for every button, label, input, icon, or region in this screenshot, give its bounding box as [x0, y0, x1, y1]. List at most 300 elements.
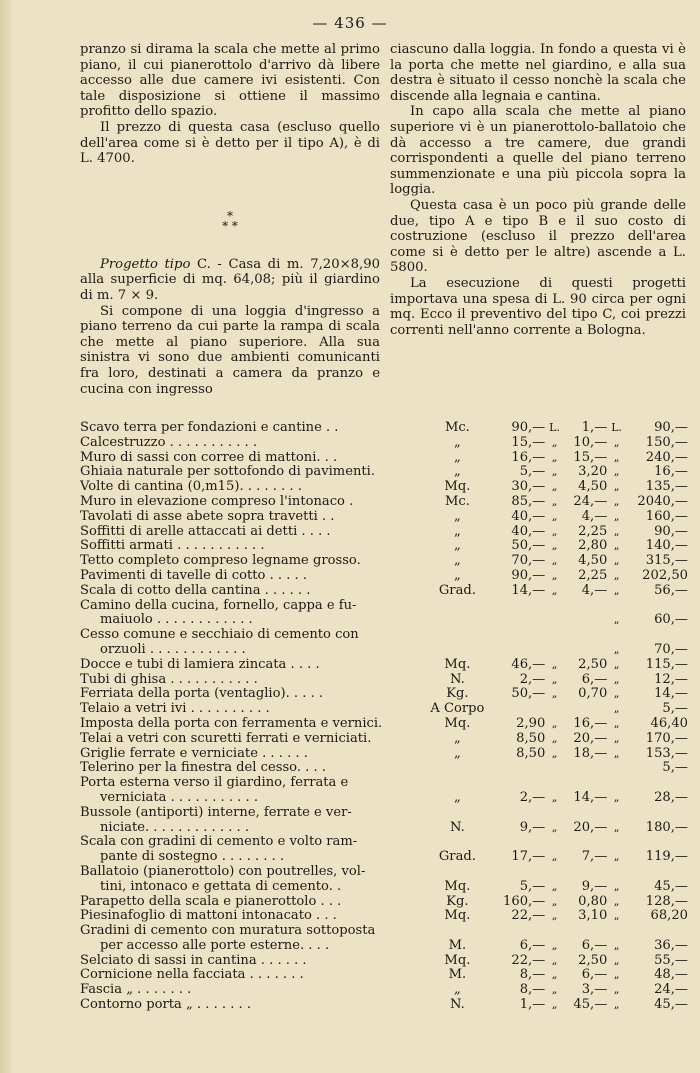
currency-mark: „ — [613, 953, 620, 967]
project-type-text: C. - Casa di m. 7,20×8,90 alla superficie di mq. 64,08; più il giardino di m. 7 × 9. — [80, 256, 380, 303]
currency-mark: „ — [551, 909, 558, 923]
currency-mark — [545, 628, 564, 658]
item-description — [80, 732, 429, 747]
left-paragraph-1: pranzo si dirama la scala che mette al primo piano, il cui pianerottolo d'arrivo dà libere accesso alle due camere ivi esistenti. Con tale disposizione si ottiene il massimo profitto dello spazio. — [80, 42, 380, 120]
currency-mark: „ — [551, 968, 558, 982]
item-description-continuation: niciate. . . . . . . . . . . . . — [100, 819, 250, 835]
item-quantity — [485, 599, 545, 629]
item-unit: „ — [453, 789, 461, 805]
item-quantity: 15,— — [511, 434, 546, 450]
item-quantity: 90,— — [511, 567, 546, 583]
item-unit: N. — [450, 819, 465, 835]
item-total: 45,— — [654, 878, 688, 894]
item-description-line: Scavo terra per fondazioni e cantine . . — [80, 420, 339, 435]
table-row — [80, 480, 688, 495]
item-total: 153,— — [645, 745, 688, 761]
item-description — [80, 628, 429, 658]
item-unit: Mq. — [444, 479, 471, 495]
item-unit: „ — [453, 730, 461, 746]
table-row — [80, 687, 688, 702]
currency-mark: „ — [551, 879, 558, 893]
table-row — [80, 761, 688, 776]
item-unit-price: 0,80 — [578, 893, 608, 909]
currency-mark: „ — [613, 524, 620, 538]
item-total: 202,50 — [642, 567, 688, 583]
left-paragraph-4: Si compone di una loggia d'ingresso a piano terreno da cui parte la rampa di scala che mette al piano superiore. Alla sua sinistra vi sono due ambienti comunicanti fra loro, destinati a camera da pranzo e cucina con ingresso — [80, 303, 380, 397]
item-quantity: 46,— — [511, 656, 546, 672]
item-unit — [429, 761, 485, 776]
item-description-line: Selciato di sassi in cantina . . . . . . — [80, 952, 307, 968]
item-description — [80, 569, 429, 584]
item-description-line: Soffitti di arelle attaccati ai detti . . . . — [80, 523, 331, 539]
item-description-line: Piesinafoglio di mattoni intonacato . . . — [80, 908, 337, 924]
item-total: 90,— — [654, 523, 688, 539]
item-description — [80, 687, 429, 702]
item-unit-price: 45,— — [573, 997, 608, 1013]
item-unit-price: 2,50 — [578, 952, 608, 968]
item-description-line: Camino della cucina, fornello, cappa e fu- — [80, 597, 357, 613]
currency-mark: „ — [613, 746, 620, 760]
table-row — [80, 747, 688, 762]
item-unit-price: 2,25 — [578, 523, 608, 539]
item-quantity — [485, 702, 545, 717]
item-description — [80, 895, 429, 910]
currency-mark: „ — [551, 746, 558, 760]
item-unit-price: 6,— — [581, 671, 608, 687]
item-unit: „ — [453, 523, 461, 539]
left-column — [80, 42, 380, 397]
item-unit: Mq. — [444, 715, 471, 731]
item-description — [80, 658, 429, 673]
item-description — [80, 702, 429, 717]
currency-mark: „ — [613, 642, 620, 656]
item-unit-price: 2,25 — [578, 567, 608, 583]
item-unit-price: 15,— — [573, 449, 608, 465]
item-description — [80, 510, 429, 525]
item-total: 119,— — [645, 849, 688, 865]
table-row — [80, 924, 688, 954]
item-total: 90,— — [654, 420, 688, 435]
item-total: 5,— — [662, 760, 688, 776]
item-quantity: 50,— — [511, 686, 546, 702]
item-quantity: 8,— — [519, 967, 546, 983]
item-description — [80, 968, 429, 983]
item-description — [80, 480, 429, 495]
item-unit — [429, 628, 485, 658]
item-unit: Mc. — [444, 493, 470, 509]
item-total: 150,— — [645, 434, 688, 450]
item-unit-price — [564, 702, 607, 717]
item-description-line: Porta esterna verso il giardino, ferrata e — [80, 775, 349, 791]
table-row — [80, 658, 688, 673]
item-description-line: Gradini di cemento con muratura sottoposta — [80, 923, 376, 939]
item-unit: N. — [450, 671, 465, 687]
currency-mark: „ — [551, 998, 558, 1012]
item-unit-price — [564, 628, 607, 658]
item-description-line: Pavimenti di tavelle di cotto . . . . . — [80, 567, 308, 583]
item-unit-price: 3,20 — [578, 464, 608, 480]
item-unit: A Corpo — [430, 701, 485, 717]
currency-mark: „ — [551, 657, 558, 671]
currency-mark: „ — [551, 583, 558, 597]
item-description-continuation: per accesso alle porte esterne. . . . — [100, 937, 330, 953]
item-description-line: Contorno porta „ . . . . . . . — [80, 997, 252, 1013]
item-description-line: Ballatoio (pianerottolo) con poutrelles, vol- — [80, 863, 366, 879]
item-description — [80, 584, 429, 599]
page-gutter-shadow — [0, 0, 14, 1073]
item-description-line: Volte di cantina (0,m15). . . . . . . . — [80, 479, 302, 495]
item-unit: Kg. — [446, 686, 469, 702]
item-quantity: 2,— — [519, 789, 546, 805]
item-total: 128,— — [645, 893, 688, 909]
item-unit-price: 7,— — [581, 849, 608, 865]
item-total: 28,— — [654, 789, 688, 805]
item-unit-price: 9,— — [581, 878, 608, 894]
item-quantity: 22,— — [511, 908, 546, 924]
item-description — [80, 909, 429, 924]
table-row — [80, 909, 688, 924]
section-separator-asterisms: * * * — [222, 208, 238, 233]
currency-mark: „ — [613, 657, 620, 671]
item-total: 14,— — [654, 686, 688, 702]
project-type-label: Progetto tipo — [100, 256, 191, 272]
item-unit-price: 2,50 — [578, 656, 608, 672]
item-quantity: 5,— — [519, 878, 546, 894]
item-quantity: 50,— — [511, 538, 546, 554]
item-description-line: Telerino per la finestra del cesso. . . . — [80, 760, 326, 776]
table-row — [80, 998, 688, 1013]
table-row — [80, 673, 688, 688]
right-column — [390, 42, 686, 338]
item-unit-price: 4,50 — [578, 553, 608, 569]
item-unit: M. — [448, 937, 467, 953]
item-description-line: Muro di sassi con corree di mattoni. . . — [80, 449, 338, 465]
item-description-line: Tubi di ghisa . . . . . . . . . . . — [80, 671, 258, 687]
table-row — [80, 628, 688, 658]
right-paragraph-4: La esecuzione di questi progetti importava una spesa di L. 90 circa per ogni mq. Ecco il preventivo del tipo C, coi prezzi correnti nell'anno corrente a Bologna. — [390, 275, 686, 338]
currency-mark: „ — [613, 613, 620, 627]
right-paragraph-2: In capo alla scala che mette al piano superiore vi è un pianerottolo-ballatoio che dà accesso a tre camere, due grandi corrispondenti a quelle del piano terreno summenzionate e una più piccola sopra la loggia. — [390, 104, 686, 198]
table-row — [80, 895, 688, 910]
item-unit: M. — [448, 967, 467, 983]
currency-mark: „ — [613, 998, 620, 1012]
item-total: 55,— — [654, 952, 688, 968]
currency-mark: L. — [549, 421, 560, 434]
currency-mark: „ — [613, 465, 620, 479]
item-description-line: Telaio a vetri ivi . . . . . . . . . . — [80, 701, 270, 717]
item-unit: Mq. — [444, 952, 471, 968]
currency-mark: „ — [551, 672, 558, 686]
item-description-line: Fascia „ . . . . . . . — [80, 982, 192, 998]
currency-mark: „ — [613, 716, 620, 730]
item-quantity: 160,— — [503, 893, 546, 909]
item-unit-price: 20,— — [573, 730, 608, 746]
currency-mark: „ — [613, 983, 620, 997]
item-description-line: Ghiaia naturale per sottofondo di pavimenti. — [80, 464, 376, 480]
item-quantity: 22,— — [511, 952, 546, 968]
table-row — [80, 835, 688, 865]
item-description — [80, 865, 429, 895]
currency-mark: „ — [613, 450, 620, 464]
item-description-line: Calcestruzzo . . . . . . . . . . . — [80, 434, 258, 450]
item-description-line: Tavolati di asse abete sopra travetti . . — [80, 508, 335, 524]
item-total: 140,— — [645, 538, 688, 554]
item-unit: „ — [453, 508, 461, 524]
item-description — [80, 673, 429, 688]
item-total: 48,— — [654, 967, 688, 983]
item-description — [80, 465, 429, 480]
item-total: 70,— — [654, 641, 688, 657]
item-unit-price — [564, 599, 607, 629]
item-unit-price: 14,— — [573, 789, 608, 805]
currency-mark: „ — [551, 554, 558, 568]
item-unit: „ — [453, 745, 461, 761]
table-row — [80, 968, 688, 983]
item-total: 56,— — [654, 582, 688, 598]
item-unit-price: 20,— — [573, 819, 608, 835]
item-quantity: 16,— — [511, 449, 546, 465]
item-unit-price: 4,— — [581, 582, 608, 598]
item-description-line: Imposta della porta con ferramenta e vernici. — [80, 715, 383, 731]
left-paragraph-2: Il prezzo di questa casa (escluso quello dell'area come si è detto per il tipo A), è di L. 4700. — [80, 119, 380, 167]
item-quantity: 5,— — [519, 464, 546, 480]
currency-mark: „ — [551, 820, 558, 834]
item-description-continuation: maiuolo . . . . . . . . . . . . — [100, 612, 253, 628]
item-unit: „ — [453, 982, 461, 998]
item-unit: Grad. — [438, 849, 476, 865]
item-description — [80, 998, 429, 1013]
item-unit-price: 24,— — [573, 493, 608, 509]
item-unit-price: 16,— — [573, 715, 608, 731]
item-quantity: 2,— — [519, 671, 546, 687]
item-total: 180,— — [645, 819, 688, 835]
item-description — [80, 525, 429, 540]
item-unit-price: 6,— — [581, 937, 608, 953]
item-total: 115,— — [645, 656, 688, 672]
currency-mark: „ — [613, 480, 620, 494]
currency-mark: „ — [551, 524, 558, 538]
currency-mark: „ — [551, 687, 558, 701]
item-unit: „ — [453, 538, 461, 554]
item-quantity: 8,— — [519, 982, 546, 998]
item-description-line: Scala di cotto della cantina . . . . . . — [80, 582, 311, 598]
table-row — [80, 983, 688, 998]
item-unit-price: 4,50 — [578, 479, 608, 495]
table-row — [80, 599, 688, 629]
item-quantity: 40,— — [511, 508, 546, 524]
item-unit-price: 6,— — [581, 967, 608, 983]
currency-mark: „ — [551, 983, 558, 997]
item-description — [80, 835, 429, 865]
item-total: 135,— — [645, 479, 688, 495]
item-total: 24,— — [654, 982, 688, 998]
currency-mark: „ — [551, 480, 558, 494]
item-total: 16,— — [654, 464, 688, 480]
table-row — [80, 865, 688, 895]
item-description-line: Cesso comune e secchiaio di cemento con — [80, 627, 359, 643]
item-description-line: Griglie ferrate e verniciate . . . . . . — [80, 745, 308, 761]
item-description-continuation: pante di sostegno . . . . . . . . — [100, 849, 285, 865]
item-description-line: Docce e tubi di lamiera zincata . . . . — [80, 656, 320, 672]
item-quantity: 90,— — [511, 420, 546, 435]
table-row — [80, 510, 688, 525]
page-number: — 436 — — [312, 14, 388, 32]
item-description — [80, 924, 429, 954]
table-row — [80, 954, 688, 969]
item-unit: „ — [453, 449, 461, 465]
table-row — [80, 776, 688, 806]
item-unit-price: 4,— — [581, 508, 608, 524]
table-row — [80, 451, 688, 466]
item-quantity: 30,— — [511, 479, 546, 495]
item-description-line: Telai a vetri con scuretti ferrati e verniciati. — [80, 730, 372, 746]
item-unit: „ — [453, 553, 461, 569]
item-total: 5,— — [662, 701, 688, 717]
table-row — [80, 584, 688, 599]
currency-mark — [607, 761, 626, 776]
left-paragraph-3 — [80, 257, 380, 304]
item-description — [80, 761, 429, 776]
item-total: 2040,— — [637, 493, 688, 509]
currency-mark: „ — [613, 509, 620, 523]
item-unit: „ — [453, 464, 461, 480]
table-row — [80, 525, 688, 540]
table-row — [80, 569, 688, 584]
currency-mark: „ — [613, 494, 620, 508]
currency-mark: „ — [551, 731, 558, 745]
item-description-line: Parapetto della scala e pianerottolo . . . — [80, 893, 342, 909]
item-description — [80, 717, 429, 732]
item-unit: Mq. — [444, 878, 471, 894]
item-quantity — [485, 628, 545, 658]
item-description-continuation: tini, intonaco e gettata di cemento. . — [100, 878, 342, 894]
currency-mark: „ — [551, 450, 558, 464]
item-unit: N. — [450, 997, 465, 1013]
item-quantity: 70,— — [511, 553, 546, 569]
item-quantity: 14,— — [511, 582, 546, 598]
item-unit-price: 2,80 — [578, 538, 608, 554]
item-description — [80, 451, 429, 466]
currency-mark: „ — [551, 509, 558, 523]
table-row — [80, 732, 688, 747]
item-unit: Mq. — [444, 656, 471, 672]
currency-mark: „ — [613, 702, 620, 716]
table-row — [80, 554, 688, 569]
item-quantity: 8,50 — [516, 745, 546, 761]
item-description — [80, 747, 429, 762]
currency-mark: „ — [551, 894, 558, 908]
item-total: 46,40 — [650, 715, 688, 731]
item-description-line: Tetto completo compreso legname grosso. — [80, 553, 361, 569]
currency-mark: „ — [613, 731, 620, 745]
table-row — [80, 539, 688, 554]
item-unit: Mq. — [444, 908, 471, 924]
item-description-line: Scala con gradini di cemento e volto ram- — [80, 834, 358, 850]
item-description — [80, 495, 429, 510]
item-unit — [429, 599, 485, 629]
item-unit-price: 10,— — [573, 434, 608, 450]
currency-mark: „ — [551, 850, 558, 864]
currency-mark: „ — [613, 790, 620, 804]
item-description-line: Soffitti armati . . . . . . . . . . . — [80, 538, 265, 554]
currency-mark: „ — [551, 790, 558, 804]
item-description-line: Bussole (antiporti) interne, ferrate e ver- — [80, 804, 352, 820]
currency-mark: „ — [613, 820, 620, 834]
table-row — [80, 421, 688, 436]
currency-mark: „ — [551, 465, 558, 479]
item-total: 240,— — [645, 449, 688, 465]
currency-mark: „ — [613, 435, 620, 449]
currency-mark: „ — [613, 583, 620, 597]
currency-mark: L. — [611, 421, 623, 434]
item-quantity: 1,— — [519, 997, 546, 1013]
item-unit: Mc. — [444, 420, 470, 435]
item-quantity: 6,— — [519, 937, 546, 953]
table-row — [80, 495, 688, 510]
currency-mark: „ — [551, 494, 558, 508]
currency-mark — [545, 599, 564, 629]
currency-mark: „ — [551, 435, 558, 449]
currency-mark: „ — [613, 568, 620, 582]
item-quantity: 8,50 — [516, 730, 546, 746]
item-total: 315,— — [645, 553, 688, 569]
item-total: 160,— — [645, 508, 688, 524]
item-quantity: 2,90 — [516, 715, 546, 731]
currency-mark: „ — [613, 894, 620, 908]
item-quantity: 40,— — [511, 523, 546, 539]
item-unit-price: 1,— — [581, 420, 608, 435]
right-paragraph-1: ciascuno dalla loggia. In fondo a questa vi è la porta che mette nel giardino, e alla sua destra è situato il cesso nonchè la scala che discende alla legnaia e cantina. — [390, 42, 686, 104]
item-unit-price: 3,10 — [578, 908, 608, 924]
item-description — [80, 954, 429, 969]
item-description — [80, 806, 429, 836]
item-description — [80, 539, 429, 554]
table-row — [80, 717, 688, 732]
item-unit: Kg. — [446, 893, 469, 909]
item-quantity: 17,— — [511, 849, 546, 865]
item-description — [80, 776, 429, 806]
currency-mark — [545, 761, 564, 776]
item-description-line: Ferriata della porta (ventaglio). . . . . — [80, 686, 324, 702]
currency-mark: „ — [613, 938, 620, 952]
item-unit-price: 3,— — [581, 982, 608, 998]
item-description — [80, 421, 429, 436]
currency-mark — [545, 702, 564, 717]
item-unit-price — [564, 761, 607, 776]
item-total: 45,— — [654, 997, 688, 1013]
currency-mark: „ — [551, 953, 558, 967]
item-description — [80, 599, 429, 629]
item-quantity — [485, 761, 545, 776]
currency-mark: „ — [613, 909, 620, 923]
item-total: 68,20 — [650, 908, 688, 924]
item-description — [80, 983, 429, 998]
item-unit-price: 18,— — [573, 745, 608, 761]
currency-mark: „ — [551, 938, 558, 952]
item-total: 36,— — [654, 937, 688, 953]
item-total: 170,— — [645, 730, 688, 746]
currency-mark: „ — [551, 539, 558, 553]
table-row — [80, 806, 688, 836]
currency-mark: „ — [551, 568, 558, 582]
item-total: 60,— — [654, 612, 688, 628]
item-unit: „ — [453, 434, 461, 450]
table-row — [80, 465, 688, 480]
item-total: 12,— — [654, 671, 688, 687]
item-description-line: Cornicione nella facciata . . . . . . . — [80, 967, 304, 983]
table-row — [80, 702, 688, 717]
currency-mark: „ — [613, 968, 620, 982]
